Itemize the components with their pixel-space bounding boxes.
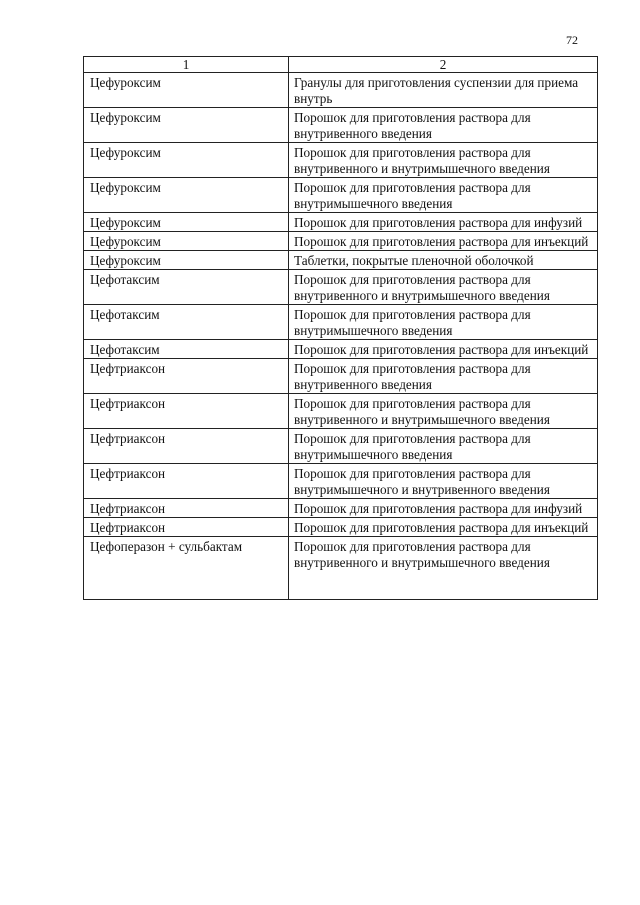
drug-name-cell: Цефуроксим [84,251,289,270]
table-row [84,429,598,464]
drug-name-cell: Цефуроксим [84,213,289,232]
dosage-form-cell: Порошок для приготовления раствора для внутривенного введения [289,359,598,394]
drug-name-cell: Цефуроксим [84,178,289,213]
drug-name-cell: Цефотаксим [84,270,289,305]
dosage-form-cell: Таблетки, покрытые пленочной оболочкой [289,251,598,270]
dosage-form-cell: Порошок для приготовления раствора для инъекций [289,232,598,251]
table-row [84,178,598,213]
table-row [84,359,598,394]
drug-name-cell: Цефуроксим [84,73,289,108]
dosage-form-cell: Порошок для приготовления раствора для внутримышечного введения [289,178,598,213]
drug-name-cell: Цефтриаксон [84,464,289,499]
column-header-drug: 1 [84,57,289,73]
dosage-form-cell: Порошок для приготовления раствора для инфузий [289,213,598,232]
drug-name-cell: Цефтриаксон [84,429,289,464]
dosage-form-cell: Порошок для приготовления раствора для внутривенного введения [289,108,598,143]
dosage-form-cell: Порошок для приготовления раствора для внутривенного и внутримышечного введения [289,270,598,305]
dosage-form-cell: Порошок для приготовления раствора для внутримышечного введения [289,429,598,464]
table-row [84,232,598,251]
table-row [84,108,598,143]
dosage-form-cell: Порошок для приготовления раствора для внутривенного и внутримышечного введения [289,143,598,178]
table-row [84,340,598,359]
table-row [84,394,598,429]
dosage-form-cell: Порошок для приготовления раствора для инъекций [289,518,598,537]
table-row [84,73,598,108]
table-row [84,537,598,600]
drug-name-cell: Цефтриаксон [84,499,289,518]
drug-name-cell: Цефтриаксон [84,359,289,394]
drug-name-cell: Цефуроксим [84,108,289,143]
table-row [84,499,598,518]
table-row [84,518,598,537]
drug-name-cell: Цефотаксим [84,340,289,359]
dosage-form-cell: Порошок для приготовления раствора для инъекций [289,340,598,359]
dosage-form-cell: Порошок для приготовления раствора для внутривенного и внутримышечного введения [289,394,598,429]
column-header-form: 2 [289,57,598,73]
dosage-form-cell: Порошок для приготовления раствора для внутримышечного и внутривенного введения [289,464,598,499]
table-row [84,143,598,178]
table-header-row [84,57,598,73]
dosage-form-cell: Порошок для приготовления раствора для внутривенного и внутримышечного введения [289,537,598,600]
dosage-form-cell: Порошок для приготовления раствора для внутримышечного введения [289,305,598,340]
page-number: 72 [566,33,578,47]
dosage-form-cell: Порошок для приготовления раствора для инфузий [289,499,598,518]
drug-name-cell: Цефуроксим [84,143,289,178]
table-row [84,270,598,305]
drug-forms-table [83,56,598,600]
drug-name-cell: Цефтриаксон [84,518,289,537]
table-row [84,213,598,232]
drug-name-cell: Цефтриаксон [84,394,289,429]
drug-name-cell: Цефоперазон + сульбактам [84,537,289,600]
table-row [84,464,598,499]
table-row [84,251,598,270]
drug-name-cell: Цефуроксим [84,232,289,251]
dosage-form-cell: Гранулы для приготовления суспензии для приема внутрь [289,73,598,108]
drug-name-cell: Цефотаксим [84,305,289,340]
table-row [84,305,598,340]
